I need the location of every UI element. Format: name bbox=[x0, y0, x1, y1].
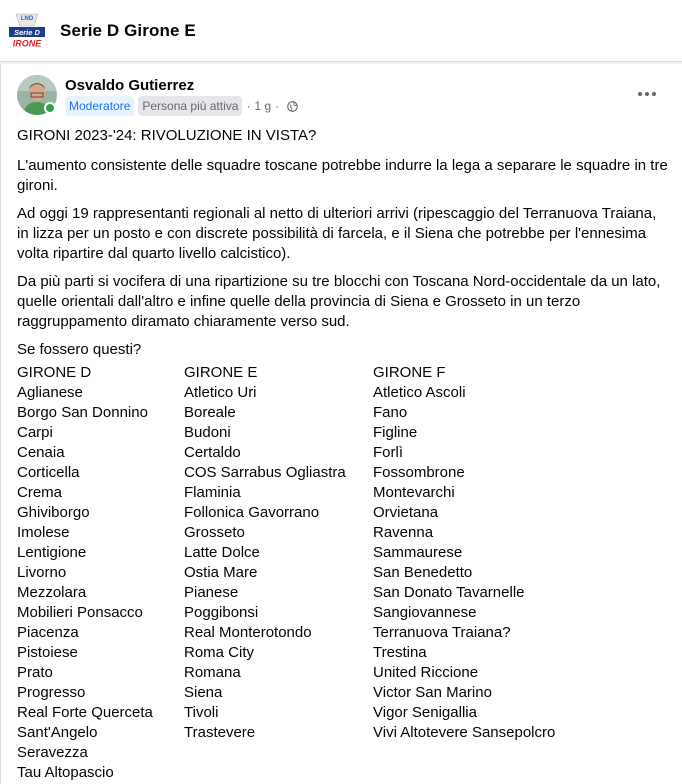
team-item: Victor San Marino bbox=[373, 684, 492, 701]
post-headline: GIRONI 2023-'24: RIVOLUZIONE IN VISTA? bbox=[17, 127, 317, 144]
team-item: Pianese bbox=[184, 584, 239, 601]
scrollbar-track[interactable] bbox=[676, 359, 682, 784]
team-item: Tivoli bbox=[184, 704, 219, 721]
team-item: Montevarchi bbox=[373, 484, 455, 501]
team-item: Budoni bbox=[184, 424, 231, 441]
team-item: Ostia Mare bbox=[184, 564, 258, 581]
team-item: Romana bbox=[184, 664, 241, 681]
girone-title: GIRONE D bbox=[17, 364, 92, 381]
team-item: Roma City bbox=[184, 644, 255, 661]
girone-title: GIRONE E bbox=[184, 364, 258, 381]
post-paragraph: Ad oggi 19 rappresentanti regionali al netto di ulteriori arrivi (ripescaggio del Terranuova Traiana, in lizza per un posto e con discrete possibilità di farcela, e il Siena che potrebbe per l'ennesima volta ripartire dal quarto livello calcistico). bbox=[17, 205, 657, 262]
team-item: Latte Dolce bbox=[184, 544, 260, 561]
team-item: Livorno bbox=[17, 564, 67, 581]
serie-d-logo-icon bbox=[6, 10, 48, 52]
team-item: Progresso bbox=[17, 684, 86, 701]
team-item: Siena bbox=[184, 684, 223, 701]
team-item: Boreale bbox=[184, 404, 236, 421]
team-item: Corticella bbox=[17, 464, 80, 481]
team-item: Imolese bbox=[17, 524, 70, 541]
team-item: Piacenza bbox=[17, 624, 79, 641]
svg-text:IRONE: IRONE bbox=[12, 38, 42, 49]
team-item: Borgo San Donnino bbox=[17, 404, 148, 421]
girone-title: GIRONE F bbox=[373, 364, 446, 381]
team-item: Orvietana bbox=[373, 504, 439, 521]
team-item: Ravenna bbox=[373, 524, 434, 541]
team-item: Mezzolara bbox=[17, 584, 87, 601]
team-item: Terranuova Traiana? bbox=[373, 624, 511, 641]
team-item: Sant'Angelo bbox=[17, 724, 98, 741]
meta-separator: · bbox=[246, 99, 251, 113]
team-item: Certaldo bbox=[184, 444, 241, 461]
team-item: Vigor Senigallia bbox=[373, 704, 477, 721]
team-item: Ghiviborgo bbox=[17, 504, 90, 521]
team-item: Cenaia bbox=[17, 444, 65, 461]
team-item: Vivi Altotevere Sansepolcro bbox=[373, 724, 556, 741]
team-item: Carpi bbox=[17, 424, 53, 441]
post-paragraph: Se fossero questi? bbox=[17, 341, 142, 358]
svg-text:LND: LND bbox=[20, 16, 34, 22]
team-item: Grosseto bbox=[184, 524, 245, 541]
team-item: Sangiovannese bbox=[373, 604, 477, 621]
team-item: Aglianese bbox=[17, 384, 83, 401]
team-item: United Riccione bbox=[373, 664, 479, 681]
team-item: Sammaurese bbox=[373, 544, 463, 561]
most-active-badge[interactable]: Persona più attiva bbox=[138, 96, 242, 116]
more-options-icon[interactable] bbox=[633, 84, 661, 104]
post-paragraph: L'aumento consistente delle squadre toscane potrebbe indurre la lega a separare le squadre in tre gironi. bbox=[17, 157, 668, 194]
team-item: Prato bbox=[17, 664, 53, 681]
team-item: Atletico Ascoli bbox=[373, 384, 466, 401]
dot bbox=[638, 92, 642, 96]
post-card bbox=[0, 64, 682, 784]
team-item: San Donato Tavarnelle bbox=[373, 584, 525, 601]
team-item: Trastevere bbox=[184, 724, 256, 741]
girone-f-column bbox=[373, 363, 555, 743]
post-body bbox=[17, 126, 672, 368]
team-item: Atletico Uri bbox=[184, 384, 257, 401]
team-item: Fossombrone bbox=[373, 464, 465, 481]
post-paragraph: Da più parti si vocifera di una ripartizione su tre blocchi con Toscana Nord-occidentale da un lato, quelle orientali dall'altro e infine quelle della provincia di Siena e Grosseto in un terzo raggruppamento diramato chiaramente verso sud. bbox=[17, 273, 661, 330]
group-header bbox=[0, 0, 682, 62]
team-item: San Benedetto bbox=[373, 564, 473, 581]
moderator-badge[interactable]: Moderatore bbox=[65, 96, 134, 116]
team-item: Lentigione bbox=[17, 544, 87, 561]
team-item: Real Forte Querceta bbox=[17, 704, 153, 721]
team-item: COS Sarrabus Ogliastra bbox=[184, 464, 346, 481]
team-item: Seravezza bbox=[17, 744, 88, 761]
group-logo[interactable] bbox=[6, 10, 48, 52]
girone-d-column bbox=[17, 363, 153, 783]
team-item: Figline bbox=[373, 424, 418, 441]
team-item: Follonica Gavorrano bbox=[184, 504, 320, 521]
team-item: Forlì bbox=[373, 444, 403, 461]
team-item: Trestina bbox=[373, 644, 427, 661]
dot bbox=[652, 92, 656, 96]
team-item: Pistoiese bbox=[17, 644, 78, 661]
team-item: Flaminia bbox=[184, 484, 241, 501]
team-item: Tau Altopascio bbox=[17, 764, 114, 781]
online-status-dot bbox=[44, 102, 56, 114]
team-item: Crema bbox=[17, 484, 63, 501]
dot bbox=[645, 92, 649, 96]
post-meta bbox=[65, 96, 298, 116]
girone-e-column bbox=[184, 363, 346, 743]
svg-text:Serie D: Serie D bbox=[14, 28, 40, 37]
team-item: Mobilieri Ponsacco bbox=[17, 604, 143, 621]
group-title[interactable]: Serie D Girone E bbox=[60, 21, 196, 40]
author-name[interactable]: Osvaldo Gutierrez bbox=[65, 77, 195, 94]
meta-separator: · bbox=[275, 99, 280, 113]
globe-icon[interactable] bbox=[287, 101, 298, 112]
team-item: Fano bbox=[373, 404, 408, 421]
team-item: Poggibonsi bbox=[184, 604, 259, 621]
team-item: Real Monterotondo bbox=[184, 624, 312, 641]
post-time[interactable]: 1 g bbox=[254, 99, 272, 113]
